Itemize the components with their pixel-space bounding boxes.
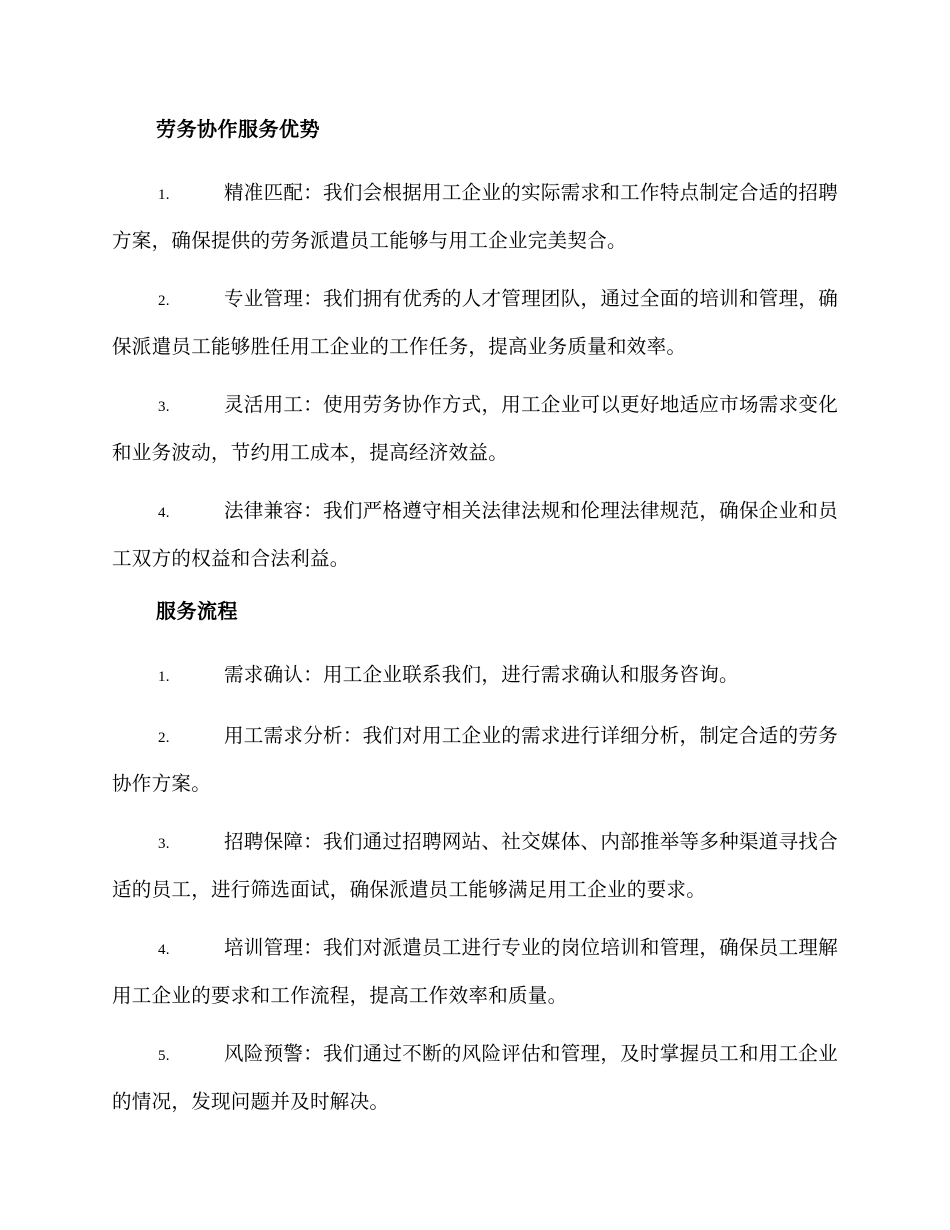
list-item-text: 招聘保障：我们通过招聘网站、社交媒体、内部推举等多种渠道寻找合适的员工，进行筛选面试，确保派遣员工能够满足用工企业的要求。 [112, 830, 838, 901]
list-item-number: 4. [158, 942, 170, 958]
list-item [112, 713, 838, 806]
section-heading-advantages: 劳务协作服务优势 [156, 117, 320, 141]
list-item-number: 5. [158, 1048, 170, 1064]
list-item-text: 专业管理：我们拥有优秀的人才管理团队，通过全面的培训和管理，确保派遣员工能够胜任用工企业的工作任务，提高业务质量和效率。 [112, 287, 838, 358]
list-item-number: 2. [158, 293, 170, 309]
list-item-number: 4. [158, 505, 170, 521]
list-item [112, 819, 838, 912]
list-item [112, 652, 838, 700]
list-item-text: 风险预警：我们通过不断的风险评估和管理，及时掌握员工和用工企业的情况，发现问题并及时解决。 [112, 1042, 838, 1113]
list-item [112, 488, 838, 581]
list-item-text: 需求确认：用工企业联系我们，进行需求确认和服务咨询。 [224, 663, 739, 686]
list-item [112, 170, 838, 263]
list-item-number: 2. [158, 730, 170, 746]
list-item-text: 培训管理：我们对派遣员工进行专业的岗位培训和管理，确保员工理解用工企业的要求和工作流程，提高工作效率和质量。 [112, 936, 838, 1007]
list-item-number: 1. [158, 187, 170, 203]
list-item [112, 382, 838, 475]
list-item-number: 3. [158, 836, 170, 852]
list-item-text: 精准匹配：我们会根据用工企业的实际需求和工作特点制定合适的招聘方案，确保提供的劳务派遣员工能够与用工企业完美契合。 [112, 181, 838, 252]
list-item-number: 1. [158, 669, 170, 685]
list-item [112, 925, 838, 1018]
list-item-text: 法律兼容：我们严格遵守相关法律法规和伦理法律规范，确保企业和员工双方的权益和合法利益。 [112, 499, 838, 570]
section-heading-process: 服务流程 [156, 599, 238, 623]
list-item-text: 用工需求分析：我们对用工企业的需求进行详细分析，制定合适的劳务协作方案。 [112, 724, 838, 795]
list-item [112, 1031, 838, 1124]
list-item [112, 276, 838, 369]
list-item-number: 3. [158, 399, 170, 415]
list-item-text: 灵活用工：使用劳务协作方式，用工企业可以更好地适应市场需求变化和业务波动，节约用工成本，提高经济效益。 [112, 393, 838, 464]
